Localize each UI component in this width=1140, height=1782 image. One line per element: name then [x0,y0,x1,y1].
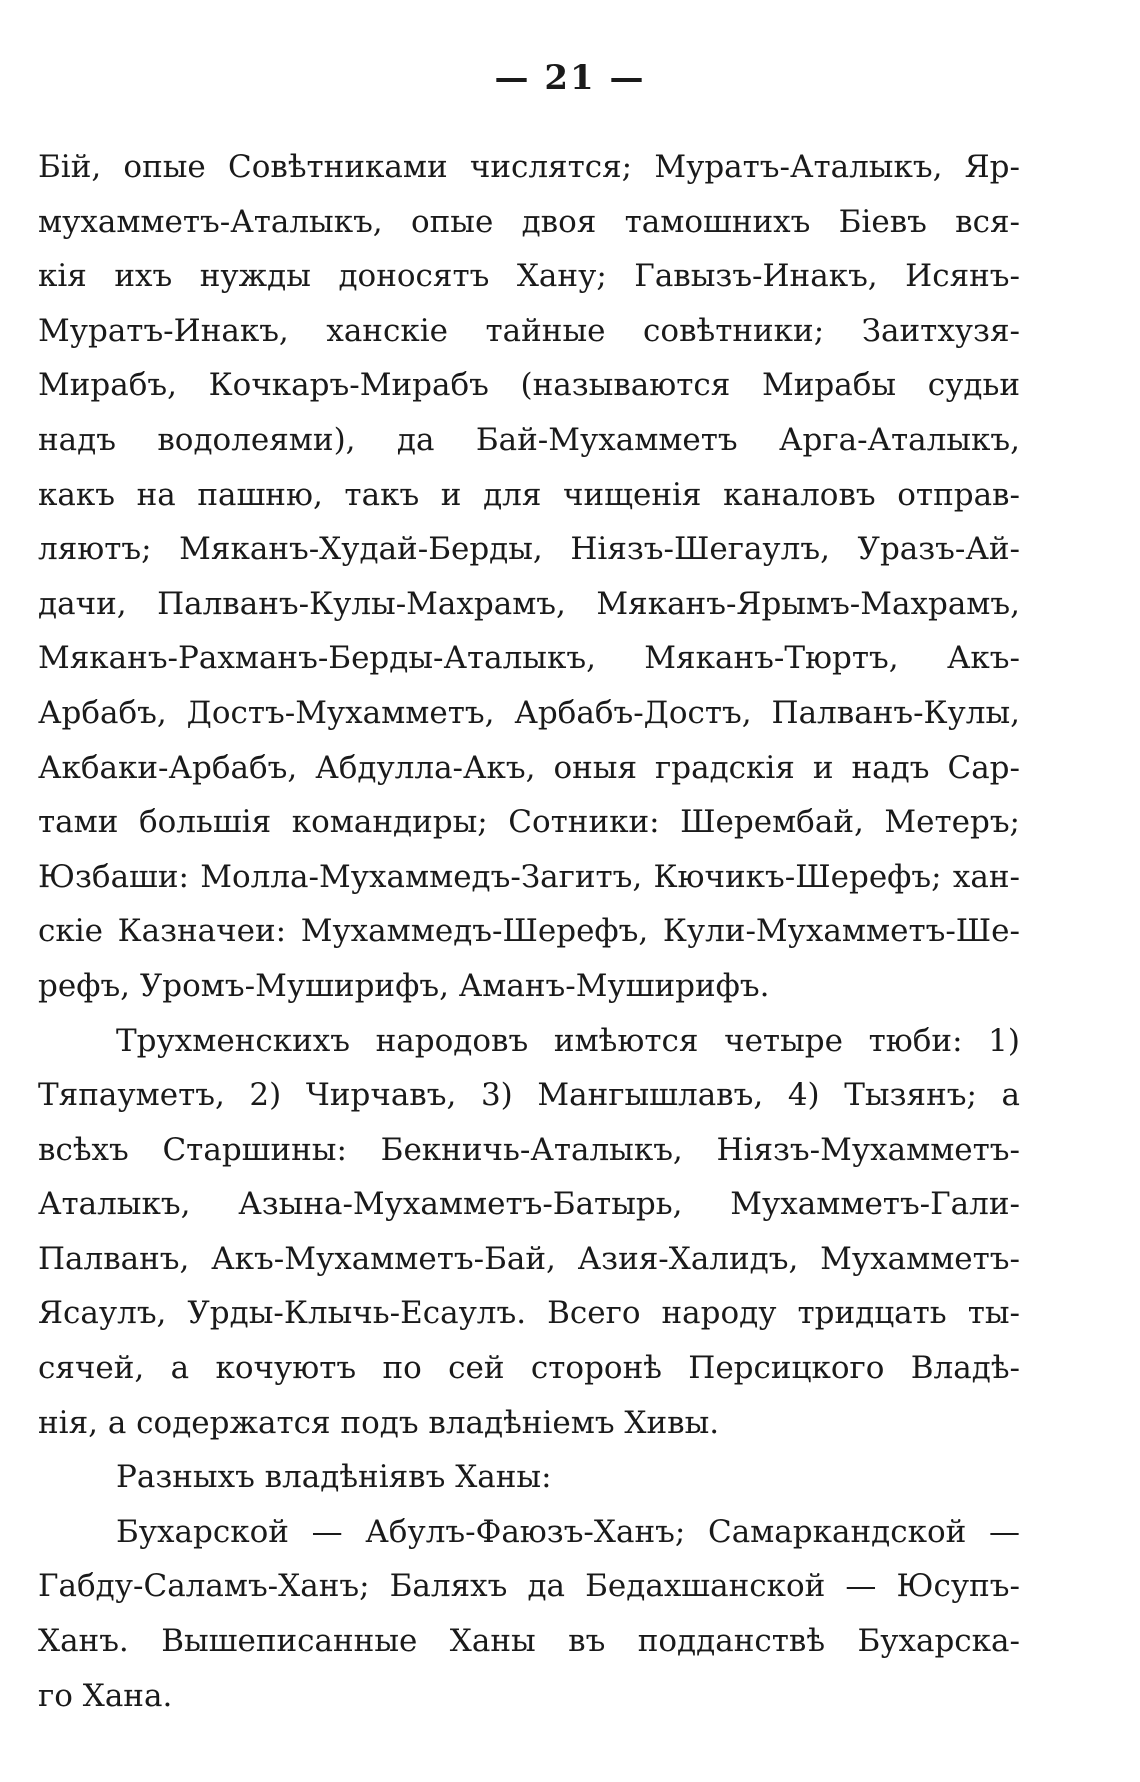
text-line: какъ на пашню, такъ и для чищенія каналовъ отправ- [38,476,1020,513]
text-line: Мяканъ-Рахманъ-Берды-Аталыкъ, Мяканъ-Тюртъ, Акъ- [38,640,1020,677]
text-line: нія, а содержатся подъ владѣніемъ Хивы. [38,1404,720,1441]
text-line: Габду-Саламъ-Ханъ; Баляхъ да Бедахшанской — Юсупъ- [38,1568,1020,1605]
paragraph [38,1505,1020,1723]
page-number: — 21 — [494,58,646,98]
text-line: Трухменскихъ народовъ имѣются четыре тюби: 1) [116,1022,1020,1059]
text-line: кія ихъ нужды доносятъ Хану; Гавызъ-Инакъ, Исянъ- [38,258,1020,295]
text-line: надъ водолеями), да Бай-Мухамметъ Арга-Аталыкъ, [38,421,1020,458]
text-line: го Хана. [38,1677,173,1714]
paragraph [38,1014,1020,1451]
text-line: дачи, Палванъ-Кулы-Махрамъ, Мяканъ-Ярымъ-Махрамъ, [38,585,1020,622]
text-line: Ясаулъ, Урды-Клычь-Есаулъ. Всего народу тридцать ты- [38,1295,1020,1332]
paragraph [38,1450,1020,1505]
text-line: Тяпауметъ, 2) Чирчавъ, 3) Мангышлавъ, 4) Тызянъ; а [38,1077,1020,1114]
body-text [38,140,1020,1723]
text-line: Бухарской — Абулъ-Фаюзъ-Ханъ; Самаркандской — [116,1513,1020,1550]
text-line: Разныхъ владѣніявъ Ханы: [116,1459,552,1496]
text-line: всѣхъ Старшины: Бекничь-Аталыкъ, Ніязъ-Мухамметъ- [38,1131,1020,1168]
text-line: Ханъ. Вышеписанные Ханы въ подданствѣ Бухарска- [38,1623,1020,1660]
text-line: Бій, опые Совѣтниками числятся; Муратъ-Аталыкъ, Яр- [38,149,1020,185]
text-line: скіе Казначеи: Мухаммедъ-Шерефъ, Кули-Мухамметъ-Ше- [38,913,1020,950]
text-line: Юзбаши: Молла-Мухаммедъ-Загитъ, Кючикъ-Шерефъ; хан- [38,858,1020,895]
text-line: рефъ, Уромъ-Муширифъ, Аманъ-Муширифъ. [38,967,770,1004]
text-line: сячей, а кочуютъ по сей сторонѣ Персицкого Владѣ- [38,1350,1020,1387]
text-line: ляютъ; Мяканъ-Худай-Берды, Ніязъ-Шегаулъ, Уразъ-Ай- [38,531,1020,568]
text-line: тами большія командиры; Сотники: Шерембай, Метеръ; [38,804,1020,841]
text-line: мухамметъ-Аталыкъ, опые двоя тамошнихъ Біевъ вся- [38,203,1020,240]
text-line: Муратъ-Инакъ, ханскіе тайные совѣтники; Заитхузя- [38,312,1020,349]
paragraph [38,140,1020,1014]
text-line: Арбабъ, Достъ-Мухамметъ, Арбабъ-Достъ, Палванъ-Кулы, [38,694,1020,731]
text-line: Аталыкъ, Азына-Мухамметъ-Батырь, Мухамметъ-Гали- [38,1186,1020,1223]
text-line: Палванъ, Акъ-Мухамметъ-Бай, Азия-Халидъ, Мухамметъ- [38,1240,1020,1277]
text-line: Акбаки-Арбабъ, Абдулла-Акъ, оныя градскія и надъ Сар- [38,749,1020,786]
text-line: Мирабъ, Кочкаръ-Мирабъ (называются Мирабы судьи [38,367,1020,404]
